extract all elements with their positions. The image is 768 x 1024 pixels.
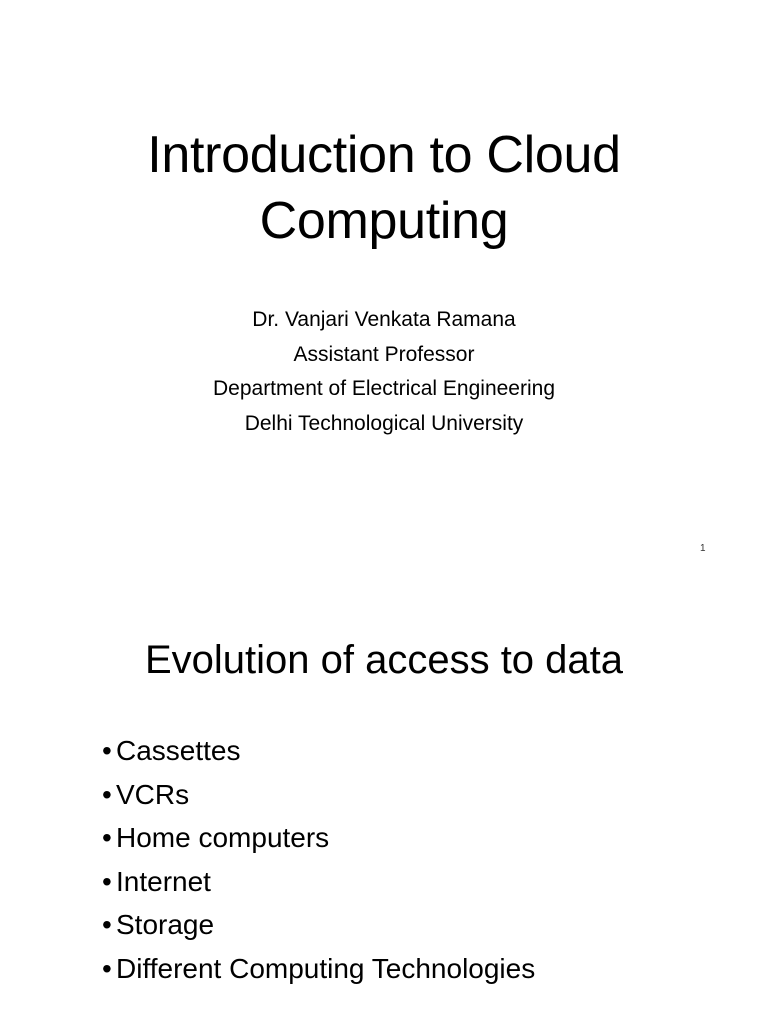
slide-title: Evolution of access to data (144, 638, 624, 682)
list-item-text: Home computers (116, 822, 330, 853)
author-university: Delhi Technological University (244, 411, 524, 435)
content-slide (0, 580, 768, 1024)
list-item (102, 729, 535, 773)
bullet-list (102, 729, 535, 990)
bullet-icon: • (102, 735, 112, 766)
bullet-icon: • (102, 952, 112, 984)
list-item-text: VCRs (116, 778, 190, 810)
bullet-icon: • (102, 865, 112, 897)
list-item (102, 903, 535, 947)
list-item (102, 816, 535, 860)
slide-title (0, 122, 768, 254)
author-name: Dr. Vanjari Venkata Ramana (252, 308, 516, 331)
list-item (102, 947, 535, 991)
title-line-2: Computing (259, 192, 509, 250)
bullet-icon: • (102, 909, 112, 940)
bullet-icon: • (102, 822, 112, 853)
author-department: Department of Electrical Engineering (212, 377, 555, 400)
title-line-1: Introduction to Cloud (147, 126, 621, 184)
author-position: Assistant Professor (293, 342, 475, 366)
list-item-text: Different Computing Technologies (116, 952, 536, 984)
bullet-icon: • (102, 778, 112, 810)
page-number: 1 (700, 543, 706, 554)
list-item-text: Storage (116, 909, 215, 940)
list-item (102, 773, 535, 817)
list-item-text: Internet (116, 865, 211, 897)
list-item (102, 860, 535, 904)
list-item-text: Cassettes (116, 735, 241, 766)
author-info (0, 303, 768, 441)
